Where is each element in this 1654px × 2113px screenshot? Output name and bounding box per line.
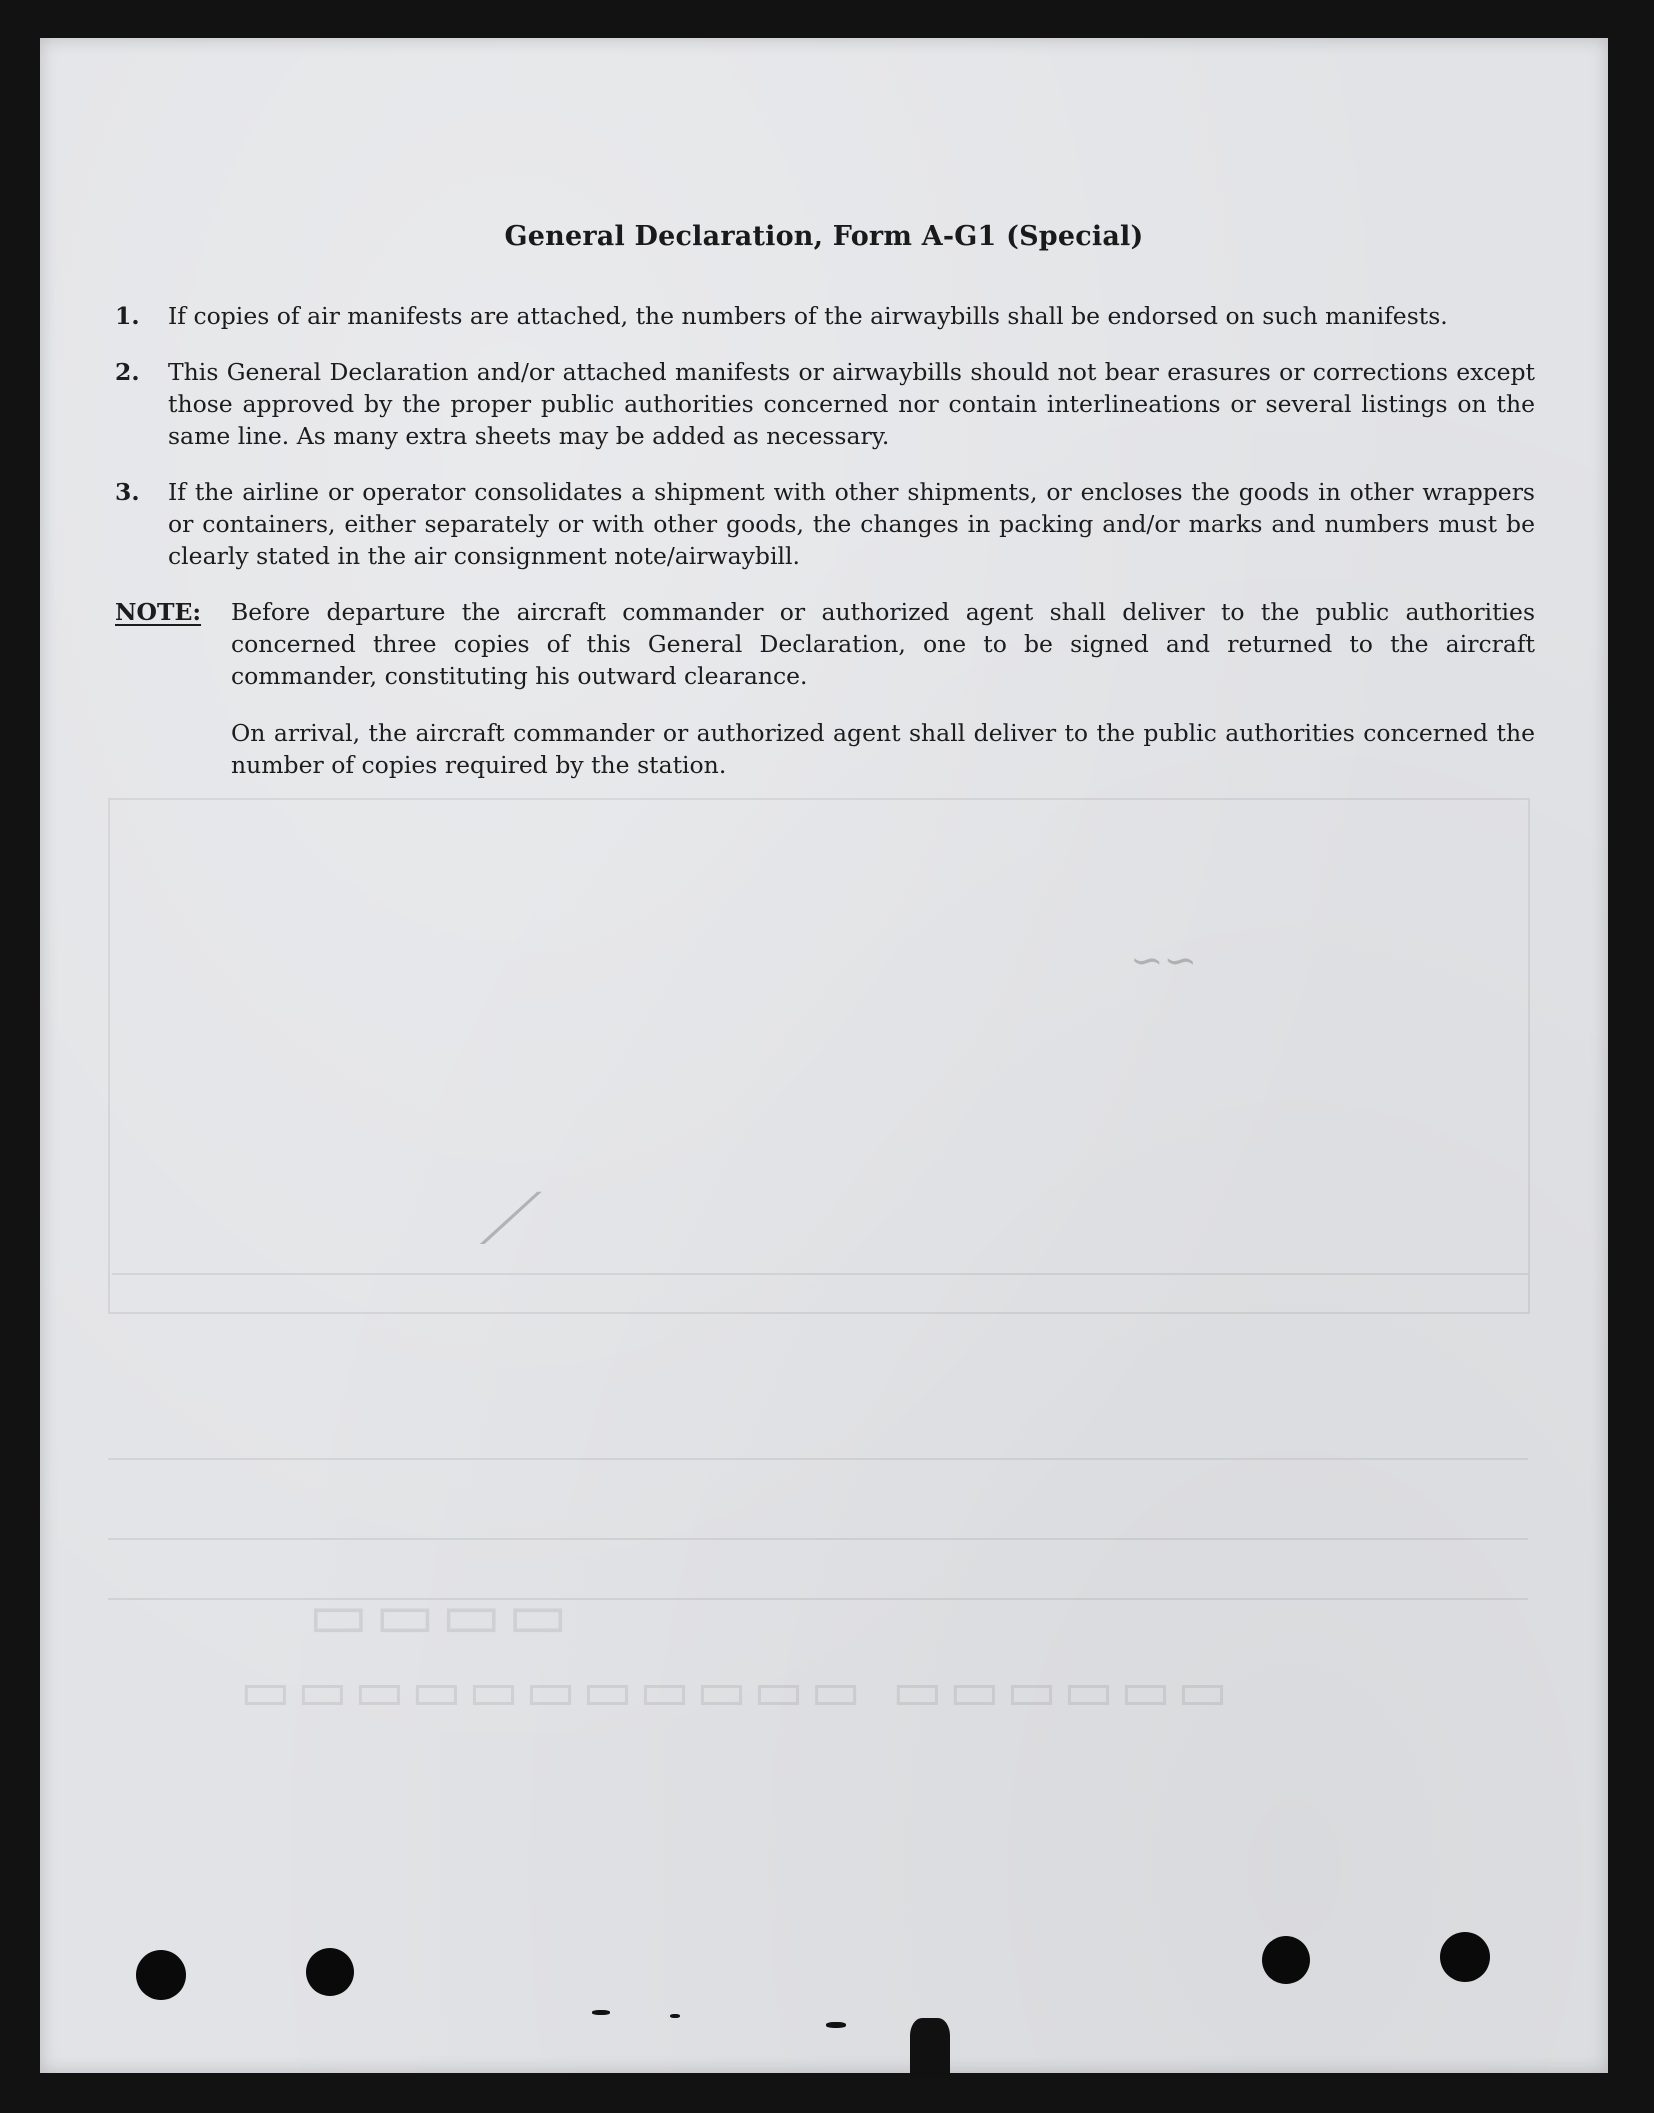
bleed-rule: [108, 1538, 1528, 1540]
faint-pencil-mark: ⟋: [480, 1178, 529, 1260]
instructions-list: [115, 300, 1535, 806]
bleed-rule: [108, 1598, 1528, 1600]
bleed-heading: ▭▭▭▭▭▭ ▭▭▭▭▭▭▭▭▭▭▭: [233, 1658, 1228, 1722]
paper-sheet: [40, 38, 1608, 2073]
bleed-rule: [112, 1273, 1530, 1275]
note-paragraph: On arrival, the aircraft commander or authorized agent shall deliver to the public authorities concerned the number of copies required by the station.: [231, 719, 1535, 779]
item-number: 1.: [115, 302, 140, 330]
punch-hole: [136, 1950, 186, 2000]
item-text: This General Declaration and/or attached manifests or airwaybills should not bear erasures or corrections except those approved by the proper public authorities concerned nor contain interlineations or several listings on the same line. As many extra sheets may be added as necessary.: [168, 358, 1535, 450]
item-text: If the airline or operator consolidates a shipment with other shipments, or encloses the goods in other wrappers or containers, either separately or with other goods, the changes in packing and/or marks and numbers must be clearly stated in the air consignment note/airwaybill.: [168, 478, 1535, 570]
instruction-item: [115, 476, 1535, 572]
bleed-stamp: ▭▭▭▭: [302, 1578, 568, 1653]
form-title: General Declaration, Form A-G1 (Special): [504, 221, 1144, 252]
punch-hole: [1262, 1936, 1310, 1984]
note-label: NOTE:: [115, 598, 202, 626]
edge-tear: [910, 2018, 950, 2078]
instruction-item: [115, 356, 1535, 452]
dust-speck: [592, 2010, 610, 2015]
item-number: 3.: [115, 478, 140, 506]
dust-speck: [670, 2014, 680, 2018]
faint-pencil-mark: ∽∽: [1130, 938, 1198, 984]
note-body: [231, 596, 1535, 806]
item-text: If copies of air manifests are attached, the numbers of the airwaybills shall be endorsed on such manifests.: [168, 302, 1448, 330]
item-number: 2.: [115, 358, 140, 386]
punch-hole: [306, 1948, 354, 1996]
bleed-rule: [108, 1458, 1528, 1460]
note-section: [115, 596, 1535, 806]
instruction-item: [115, 300, 1535, 332]
note-paragraph: Before departure the aircraft commander or authorized agent shall deliver to the public authorities concerned three copies of this General Declaration, one to be signed and returned to the aircraft commander, constituting his outward clearance.: [231, 598, 1535, 690]
dust-speck: [826, 2022, 846, 2028]
punch-hole: [1440, 1932, 1490, 1982]
bleed-table-outline: [108, 798, 1530, 1314]
